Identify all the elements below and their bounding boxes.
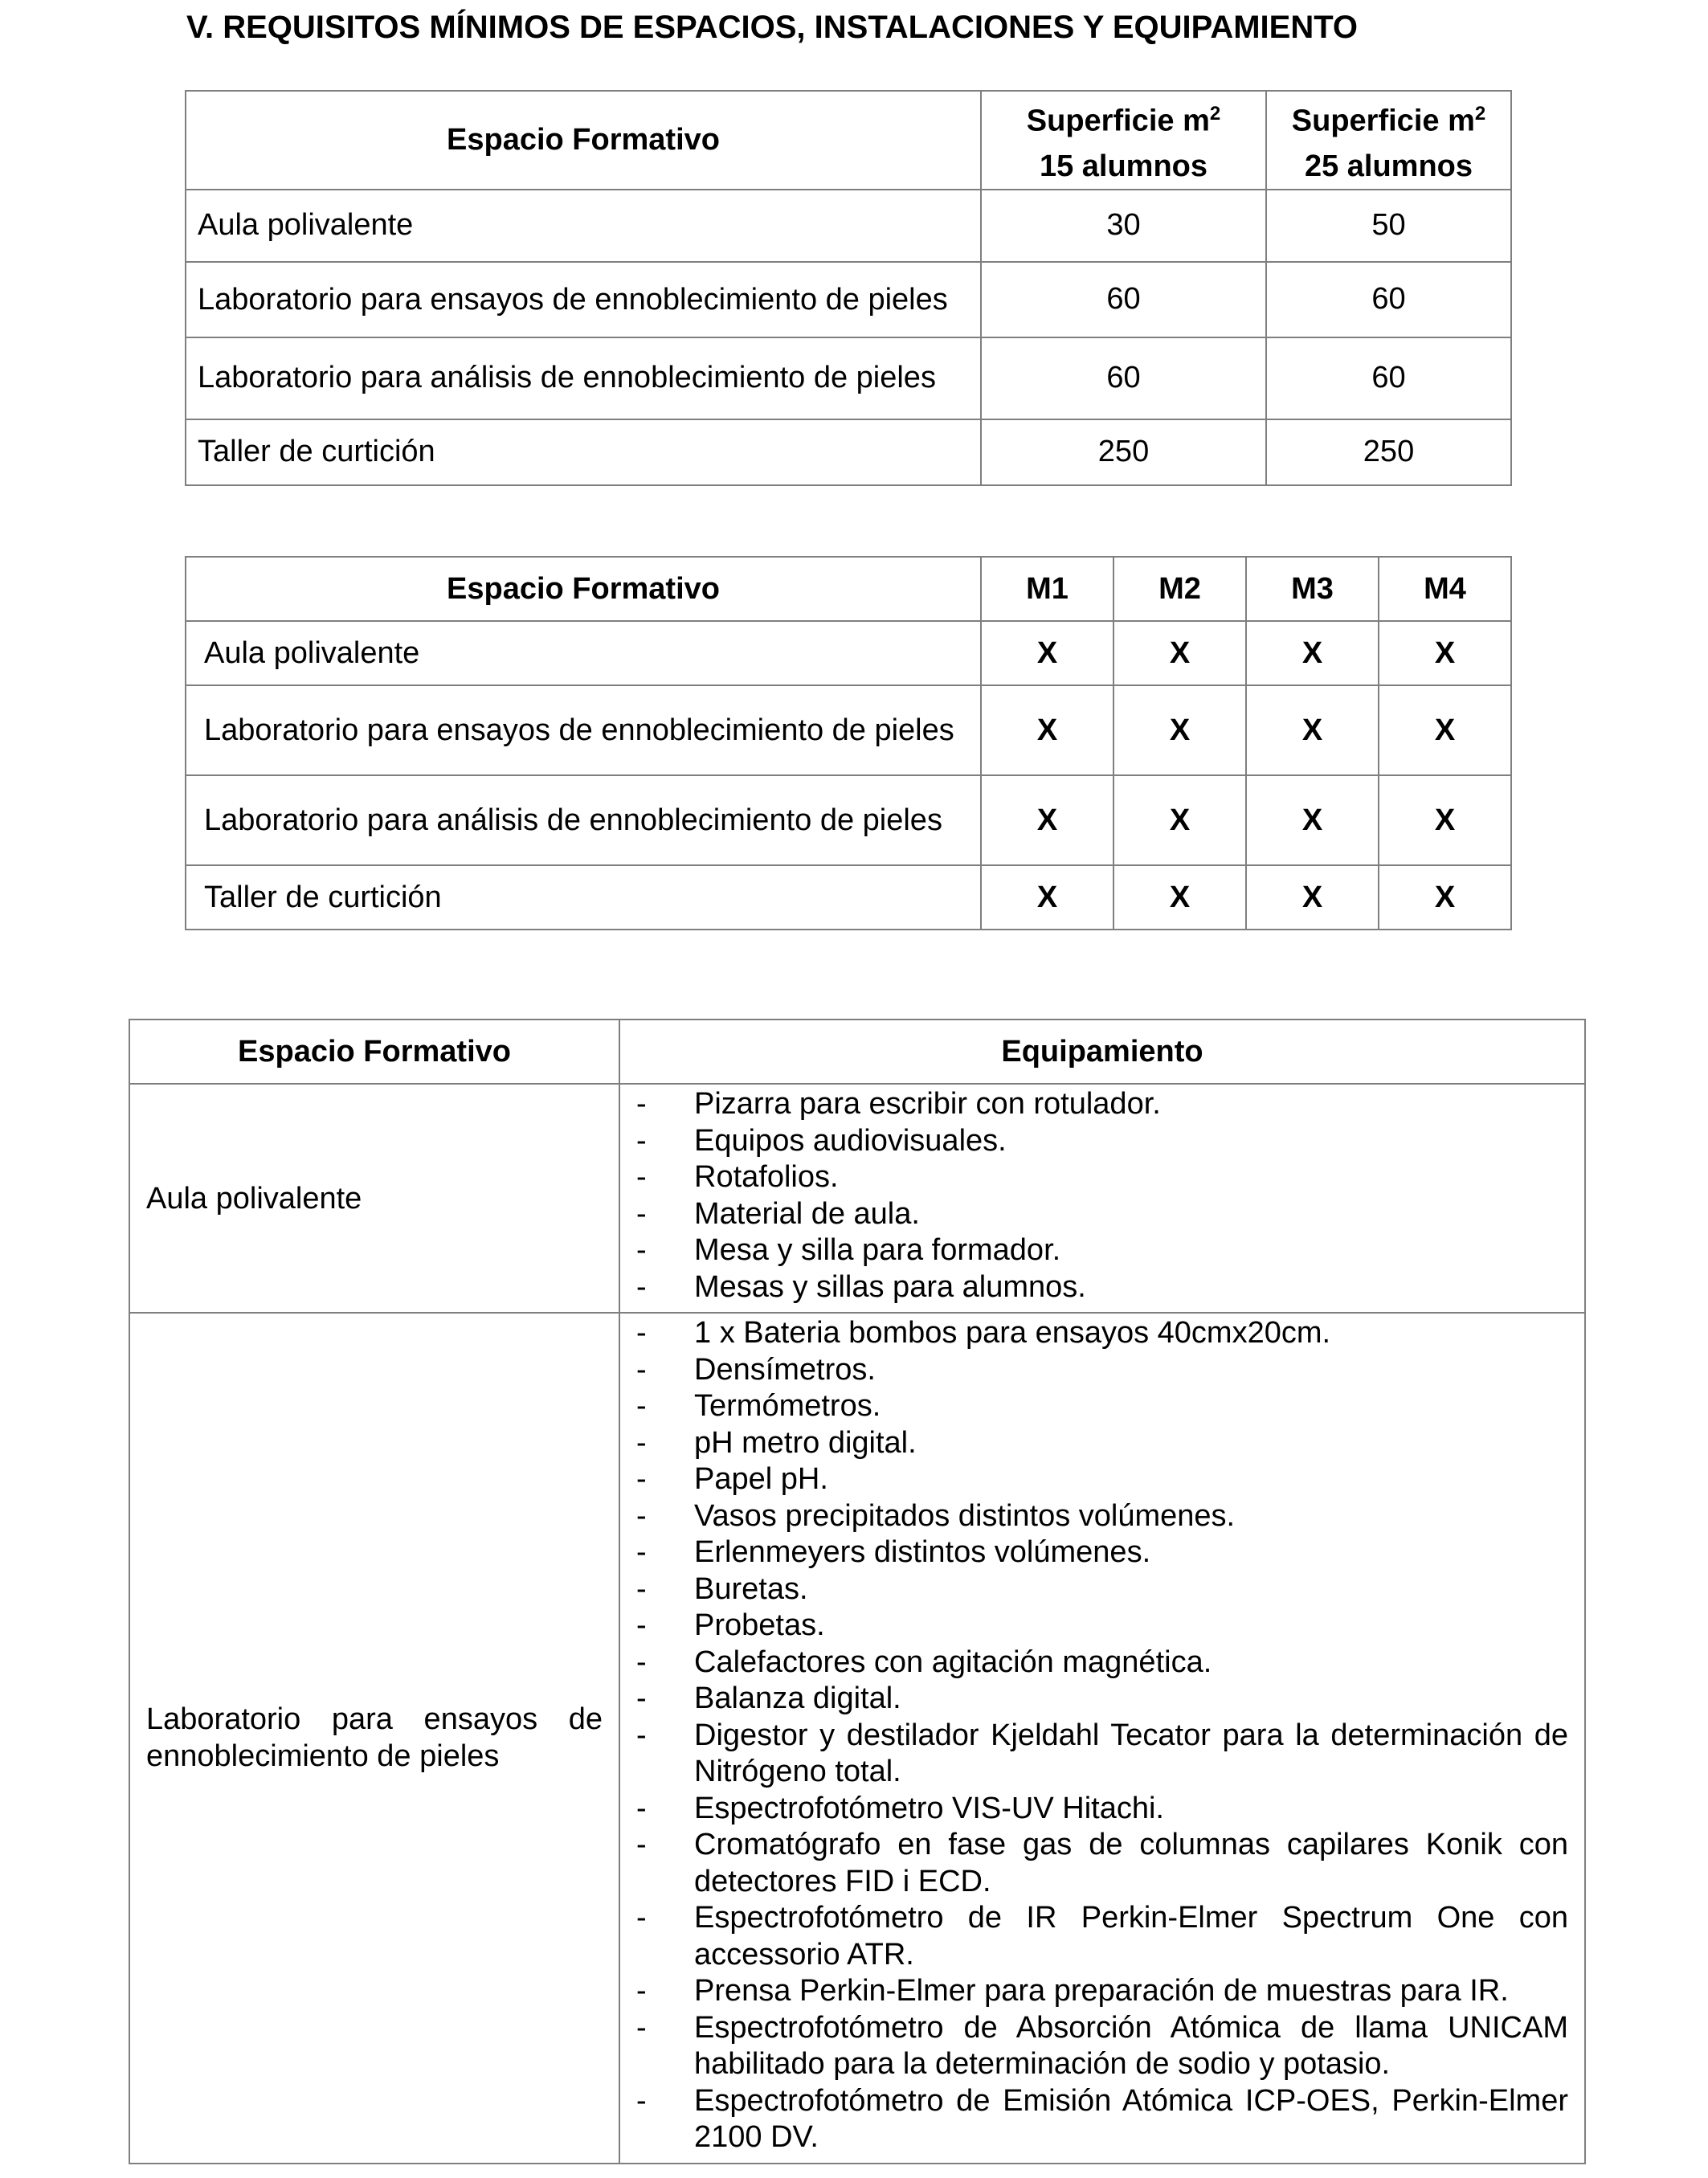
module-mark: X	[1246, 685, 1379, 775]
space-name: Laboratorio para ensayos de ennoblecimiento de pieles	[129, 1313, 619, 2164]
list-item	[636, 1425, 1568, 1462]
table-row	[186, 685, 1511, 775]
equipment-item-text: Prensa Perkin-Elmer para preparación de muestras para IR.	[694, 1974, 1509, 2008]
header-space: Espacio Formativo	[186, 557, 981, 621]
table-row	[129, 1313, 1585, 2164]
module-mark: X	[981, 685, 1113, 775]
space-name: Laboratorio para análisis de ennoblecimiento de pieles	[186, 775, 981, 865]
module-mark: X	[1113, 685, 1246, 775]
list-item	[636, 1388, 1568, 1425]
table-row	[186, 262, 1511, 337]
module-mark: X	[1246, 865, 1379, 930]
surface-25-value: 50	[1266, 190, 1511, 262]
table-row	[186, 190, 1511, 262]
list-item	[636, 1827, 1568, 1900]
surface-15-value: 60	[981, 337, 1266, 419]
list-item	[636, 1498, 1568, 1535]
dash-bullet: -	[636, 1269, 647, 1304]
module-mark: X	[1113, 621, 1246, 685]
dash-bullet: -	[636, 1462, 647, 1496]
list-item	[636, 1269, 1568, 1306]
dash-bullet: -	[636, 2083, 647, 2118]
dash-bullet: -	[636, 1901, 647, 1935]
equipment-list	[636, 1315, 1568, 2156]
list-item	[636, 1461, 1568, 1498]
section-title: V. REQUISITOS MÍNIMOS DE ESPACIOS, INSTALACIONES Y EQUIPAMIENTO	[186, 10, 1359, 45]
header-module-m4: M4	[1379, 557, 1511, 621]
equipment-item-text: Espectrofotómetro de Emisión Atómica ICP-OES, Perkin-Elmer 2100 DV.	[694, 2083, 1568, 2154]
equipment-list-cell	[619, 1084, 1585, 1313]
equipment-item-text: Material de aula.	[694, 1196, 920, 1231]
list-item	[636, 1791, 1568, 1828]
list-item	[636, 1608, 1568, 1645]
space-name: Taller de curtición	[186, 865, 981, 930]
module-mark: X	[1246, 775, 1379, 865]
dash-bullet: -	[636, 1498, 647, 1533]
module-mark: X	[1379, 865, 1511, 930]
table-row	[186, 865, 1511, 930]
dash-bullet: -	[636, 1535, 647, 1569]
list-item	[636, 1718, 1568, 1791]
header-space: Espacio Formativo	[129, 1020, 619, 1084]
header-module-m3: M3	[1246, 557, 1379, 621]
equipment-item-text: Espectrofotómetro VIS-UV Hitachi.	[694, 1791, 1164, 1825]
equipment-item-text: pH metro digital.	[694, 1425, 917, 1460]
list-item	[636, 1534, 1568, 1571]
dash-bullet: -	[636, 1828, 647, 1861]
dash-bullet: -	[636, 1389, 647, 1423]
surface-15-value: 30	[981, 190, 1266, 262]
header-equipment: Equipamiento	[619, 1020, 1585, 1084]
equipment-item-text: Papel pH.	[694, 1462, 828, 1496]
surface-15-value: 250	[981, 419, 1266, 485]
list-item	[636, 1315, 1568, 1352]
header-surface-15: Superficie $m^2$ 15 alumnos	[981, 91, 1266, 190]
equipment-item-text: Balanza digital.	[694, 1682, 901, 1715]
header-space: Espacio Formativo	[186, 91, 981, 190]
equipment-item-text: 1 x Bateria bombos para ensayos 40cmx20cm.	[694, 1316, 1331, 1350]
list-item	[636, 1900, 1568, 1973]
equipment-item-text: Buretas.	[694, 1571, 808, 1606]
dash-bullet: -	[636, 1160, 647, 1194]
equipment-item-text: Calefactores con agitación magnética.	[694, 1645, 1212, 1679]
dash-bullet: -	[636, 1316, 647, 1350]
table-row	[129, 1084, 1585, 1313]
dash-bullet: -	[636, 1682, 647, 1715]
surface-15-value: 60	[981, 262, 1266, 337]
equipment-item-text: Erlenmeyers distintos volúmenes.	[694, 1535, 1151, 1569]
dash-bullet: -	[636, 1718, 647, 1752]
module-mark: X	[981, 865, 1113, 930]
table-header-row	[186, 557, 1511, 621]
dash-bullet: -	[636, 1425, 647, 1460]
list-item	[636, 1681, 1568, 1718]
list-item	[636, 1352, 1568, 1389]
equipment-item-text: Mesa y silla para formador.	[694, 1233, 1061, 1267]
list-item	[636, 2083, 1568, 2156]
space-name: Aula polivalente	[186, 621, 981, 685]
equipment-item-text: Termómetros.	[694, 1389, 881, 1423]
table-header-row	[186, 91, 1511, 190]
equipment-item-text: Espectrofotómetro de IR Perkin-Elmer Spectrum One con accessorio ATR.	[694, 1901, 1568, 1972]
dash-bullet: -	[636, 1087, 647, 1121]
equipment-item-text: Equipos audiovisuales.	[694, 1123, 1007, 1158]
dash-bullet: -	[636, 1352, 647, 1387]
list-item	[636, 2010, 1568, 2083]
space-name: Aula polivalente	[186, 190, 981, 262]
equipment-item-text: Cromatógrafo en fase gas de columnas capilares Konik con detectores FID i ECD.	[694, 1828, 1568, 1898]
list-item	[636, 1196, 1568, 1233]
space-name: Taller de curtición	[186, 419, 981, 485]
surface-25-value: 250	[1266, 419, 1511, 485]
dash-bullet: -	[636, 1196, 647, 1231]
header-surface-25: Superficie $m^2$ 25 alumnos	[1266, 91, 1511, 190]
table-row	[186, 419, 1511, 485]
module-mark: X	[1113, 775, 1246, 865]
space-name: Laboratorio para ensayos de ennoblecimiento de pieles	[186, 262, 981, 337]
surface-requirements-table	[185, 90, 1512, 486]
equipment-item-text: Pizarra para escribir con rotulador.	[694, 1087, 1161, 1121]
equipment-item-text: Densímetros.	[694, 1352, 876, 1387]
dash-bullet: -	[636, 1233, 647, 1267]
equipment-item-text: Rotafolios.	[694, 1160, 839, 1194]
equipment-item-text: Mesas y sillas para alumnos.	[694, 1269, 1086, 1304]
dash-bullet: -	[636, 1645, 647, 1679]
space-name: Aula polivalente	[129, 1084, 619, 1313]
header-module-m1: M1	[981, 557, 1113, 621]
equipment-item-text: Vasos precipitados distintos volúmenes.	[694, 1498, 1236, 1533]
list-item	[636, 1086, 1568, 1123]
module-mark: X	[1379, 621, 1511, 685]
module-mark: X	[1113, 865, 1246, 930]
module-mark: X	[1246, 621, 1379, 685]
equipment-item-text: Probetas.	[694, 1608, 825, 1642]
surface-25-value: 60	[1266, 337, 1511, 419]
space-name: Laboratorio para análisis de ennoblecimiento de pieles	[186, 337, 981, 419]
table-row	[186, 621, 1511, 685]
table-row	[186, 775, 1511, 865]
module-mark: X	[981, 775, 1113, 865]
module-mark: X	[981, 621, 1113, 685]
surface-25-value: 60	[1266, 262, 1511, 337]
space-name: Laboratorio para ensayos de ennoblecimiento de pieles	[186, 685, 981, 775]
list-item	[636, 1571, 1568, 1608]
header-module-m2: M2	[1113, 557, 1246, 621]
dash-bullet: -	[636, 1123, 647, 1158]
equipment-item-text: Digestor y destilador Kjeldahl Tecator para la determinación de Nitrógeno total.	[694, 1718, 1568, 1788]
table-row	[186, 337, 1511, 419]
dash-bullet: -	[636, 2010, 647, 2045]
equipment-list-cell	[619, 1313, 1585, 2164]
equipment-list	[636, 1086, 1568, 1306]
equipment-item-text: Espectrofotómetro de Absorción Atómica de llama UNICAM habilitado para la determinación de sodio y potasio.	[694, 2010, 1568, 2081]
module-usage-table	[185, 556, 1512, 930]
table-header-row	[129, 1020, 1585, 1084]
equipment-table	[129, 1019, 1586, 2164]
list-item	[636, 1232, 1568, 1269]
module-mark: X	[1379, 775, 1511, 865]
module-mark: X	[1379, 685, 1511, 775]
list-item	[636, 1123, 1568, 1160]
dash-bullet: -	[636, 1791, 647, 1825]
dash-bullet: -	[636, 1974, 647, 2008]
dash-bullet: -	[636, 1571, 647, 1606]
list-item	[636, 1973, 1568, 2010]
list-item	[636, 1645, 1568, 1682]
list-item	[636, 1159, 1568, 1196]
dash-bullet: -	[636, 1608, 647, 1642]
